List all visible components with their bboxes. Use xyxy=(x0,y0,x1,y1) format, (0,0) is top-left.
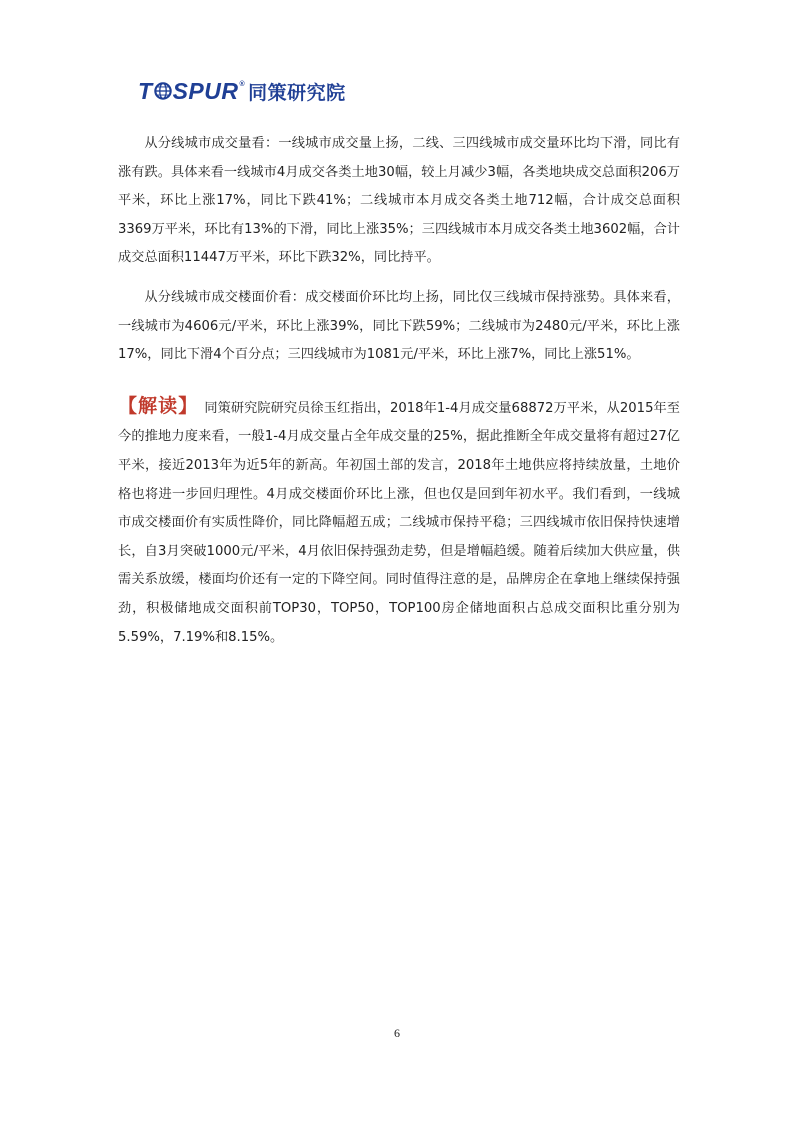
interpretation-text: 同策研究院研究员徐玉红指出，2018年1-4月成交量68872万平米，从2015年至今的推地力度来看，一般1-4月成交量占全年成交量的25%，据此推断全年成交量将有超过27亿平米，接近2013年为近5年的新高。年初国土部的发言，2018年土地供应将持续放量，土地价格也将进一步回归理性。4月成交楼面价环比上涨，但也仅是回到年初水平。我们看到，一线城市成交楼面价有实质性降价，同比降幅超五成；二线城市保持平稳；三四线城市依旧保持快速增长，自3月突破1000元/平米，4月依旧保持强劲走势，但是增幅趋缓。随着后续加大供应量，供需关系放缓，楼面均价还有一定的下降空间。同时值得注意的是，品牌房企在拿地上继续保持强劲，积极储地成交面积前TOP30，TOP50，TOP100房企储地面积占总成交面积比重分别为5.59%，7.19%和8.15%。 xyxy=(118,400,680,645)
logo-wordmark xyxy=(138,78,245,105)
tospur-logo xyxy=(138,78,346,104)
document-body xyxy=(118,130,680,652)
globe-icon xyxy=(154,82,172,100)
logo-letter-t: T xyxy=(138,77,153,104)
interpretation-tag: 【解读】 xyxy=(118,394,199,417)
logo-chinese-name: 同策研究院 xyxy=(248,81,346,104)
paragraph-price-by-city-tier: 从分线城市成交楼面价看：成交楼面价环比均上扬，同比仅三线城市保持涨势。具体来看，一线城市为4606元/平米，环比上涨39%，同比下跌59%；二线城市为2480元/平米，环比上涨17%，同比下滑4个百分点；三四线城市为1081元/平米，环比上涨7%，同比上涨51%。 xyxy=(118,289,680,363)
registered-mark: ® xyxy=(239,80,246,88)
page-number: 6 xyxy=(394,1026,400,1040)
logo-letters-spur: SPUR xyxy=(172,77,239,104)
paragraph-volume-by-city-tier: 从分线城市成交量看：一线城市成交量上扬，二线、三四线城市成交量环比均下滑，同比有涨有跌。具体来看一线城市4月成交各类土地30幅，较上月减少3幅，各类地块成交总面积206万平米，环比上涨17%，同比下跌41%；二线城市本月成交各类土地712幅，合计成交总面积3369万平米，环比有13%的下滑，同比上涨35%；三四线城市本月成交各类土地3602幅，合计成交总面积11447万平米，环比下跌32%，同比持平。 xyxy=(118,136,680,266)
paragraph-interpretation xyxy=(118,392,680,652)
